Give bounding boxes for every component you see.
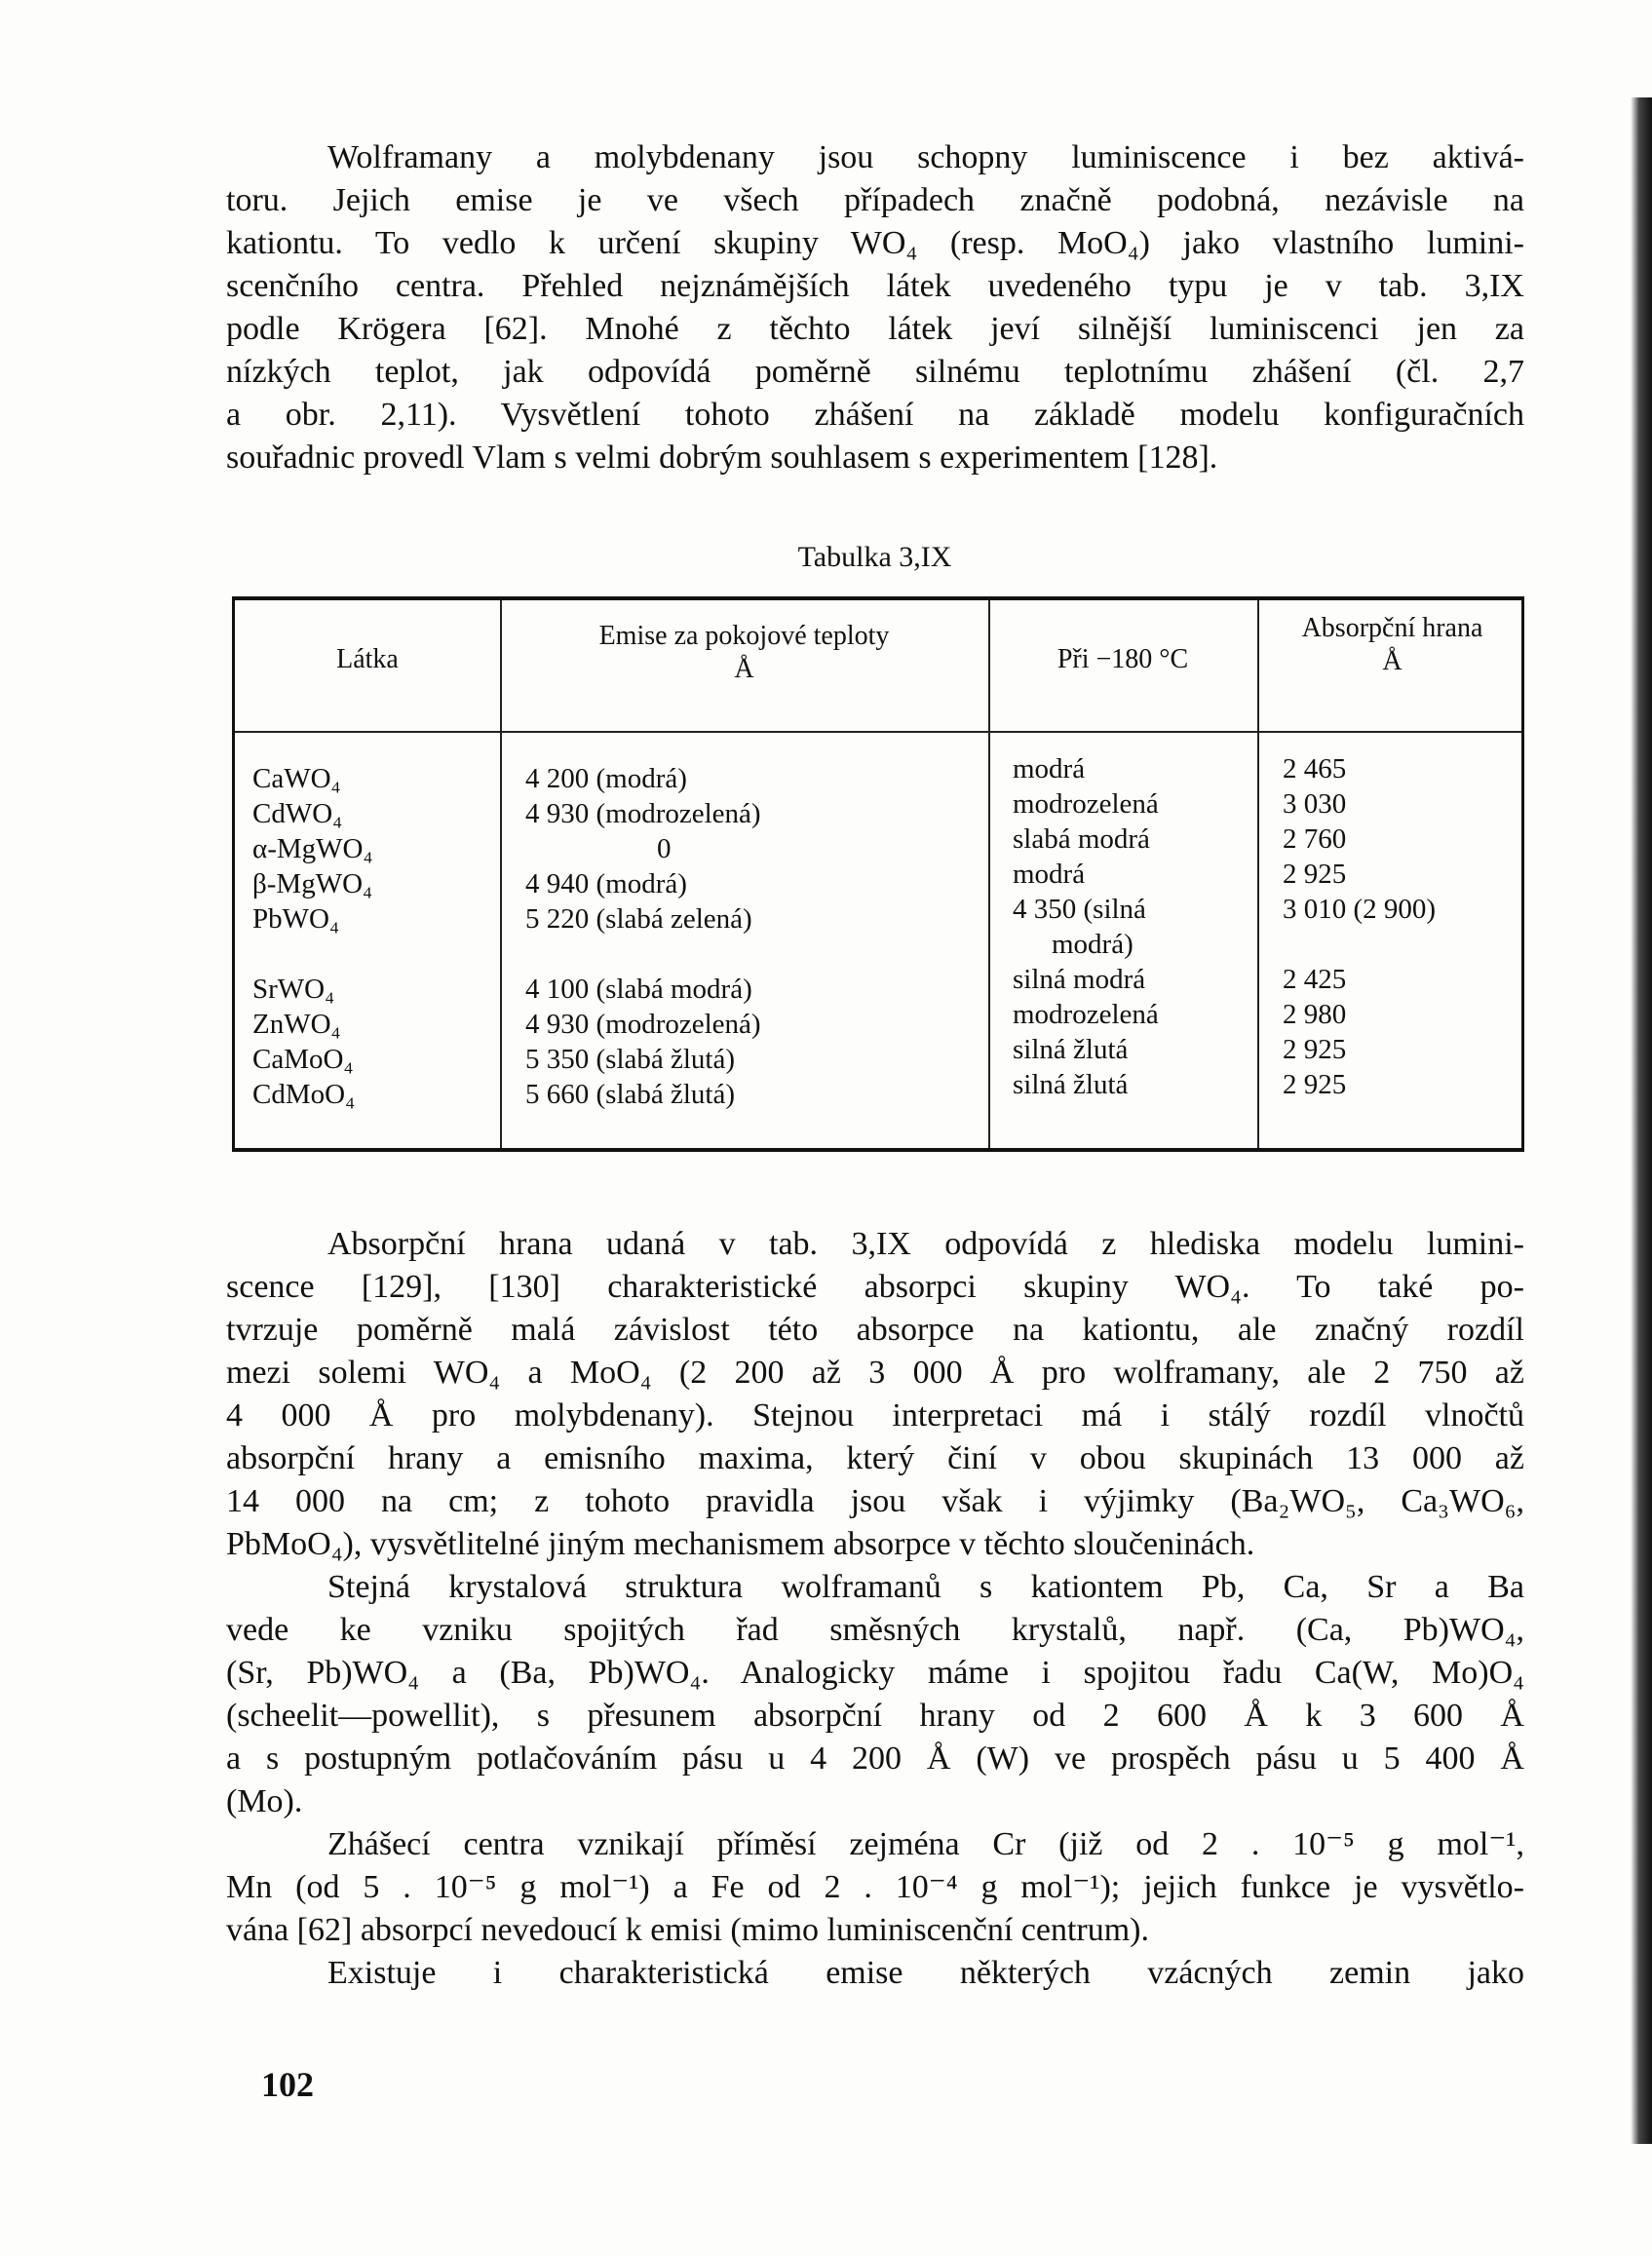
column-divider	[988, 600, 990, 1148]
text-line: scence [129], [130] charakteristické absorpci skupiny WO₄. To také po-	[226, 1269, 1524, 1305]
text-line: a s postupným potlačováním pásu u 4 200 Å (W) ve prospěch pásu u 5 400 Å	[226, 1740, 1524, 1777]
text-line: Stejná krystalová struktura wolframanů s kationtem Pb, Ca, Sr a Ba	[327, 1569, 1524, 1605]
paragraph-4	[226, 1823, 1524, 1952]
column-absorption	[1283, 751, 1436, 1102]
table-cell: 4 930 (modrozelená)	[525, 1009, 761, 1040]
table-cell: α-MgWO₄	[252, 833, 373, 864]
table-cell: 0	[657, 833, 672, 864]
table-cell: 2 760	[1283, 823, 1347, 855]
text-line: Zhášecí centra vznikají příměsí zejména Cr (již od 2 . 10⁻⁵ g mol⁻¹,	[327, 1826, 1524, 1862]
header-substance: Látka	[336, 644, 399, 674]
paragraph-3	[226, 1566, 1524, 1823]
table-cell: 3 010 (2 900)	[1283, 894, 1437, 925]
text-line: 14 000 na cm; z tohoto pravidla jsou však i výjimky (Ba₂WO₅, Ca₃WO₆,	[226, 1483, 1524, 1519]
table-cell: 4 940 (modrá)	[525, 868, 687, 899]
table-cell: modrá	[1013, 859, 1086, 890]
table-cell: modrá	[1013, 753, 1086, 784]
text-line: (Mo).	[226, 1783, 303, 1819]
text-line: 4 000 Å pro molybdenany). Stejnou interpretaci má i stálý rozdíl vlnočtů	[226, 1397, 1524, 1434]
column-emission-room	[525, 761, 761, 1112]
table-cell: silná modrá	[1013, 964, 1146, 995]
table-cell: modrozelená	[1013, 788, 1159, 820]
text-line: tvrzuje poměrně malá závislost této absorpce na kationtu, ale značný rozdíl	[226, 1312, 1524, 1348]
column-substance	[252, 761, 373, 1112]
table-cell: 5 350 (slabá žlutá)	[525, 1044, 736, 1075]
text-line: Mn (od 5 . 10⁻⁵ g mol⁻¹) a Fe od 2 . 10⁻⁴ g mol⁻¹); jejich funkce je vysvětlo-	[226, 1869, 1524, 1905]
table-cell: silná žlutá	[1013, 1034, 1129, 1065]
text-line: nízkých teplot, jak odpovídá poměrně silnému teplotnímu zhášení (čl. 2,7	[226, 354, 1524, 390]
header-emission-room-unit: Å	[734, 654, 754, 684]
text-line: (Sr, Pb)WO₄ a (Ba, Pb)WO₄. Analogicky máme i spojitou řadu Ca(W, Mo)O₄	[226, 1655, 1524, 1691]
header-emission-room	[500, 620, 988, 686]
table-cell	[252, 937, 373, 972]
table-caption: Tabulka 3,IX	[797, 541, 952, 573]
header-minus180: Při −180 °C	[1057, 644, 1189, 674]
table-cell: 2 425	[1283, 964, 1347, 995]
table-cell: β-MgWO₄	[252, 868, 373, 899]
table-cell: 4 350 (silná	[1013, 894, 1146, 925]
table-cell: CaWO₄	[252, 763, 341, 794]
table-cell: modrá)	[1052, 929, 1133, 960]
text-line: mezi solemi WO₄ a MoO₄ (2 200 až 3 000 Å pro wolframany, ale 2 750 až	[226, 1355, 1524, 1391]
table-cell: CdWO₄	[252, 798, 343, 829]
page-number: 102	[261, 2065, 314, 2104]
text-line: Wolframany a molybdenany jsou schopny luminiscence i bez aktivá-	[327, 139, 1524, 175]
header-absorption	[1257, 612, 1527, 678]
table-cell: 2 925	[1283, 1034, 1347, 1065]
table-cell: 2 925	[1283, 1069, 1347, 1100]
table-cell: SrWO₄	[252, 974, 335, 1005]
luminescence-table	[232, 596, 1524, 1152]
column-minus180	[1013, 751, 1159, 1102]
column-divider	[1257, 600, 1259, 1148]
table-cell: CaMoO₄	[252, 1044, 354, 1075]
text-line: PbMoO₄), vysvětlitelné jiným mechanismem absorpce v těchto sloučeninách.	[226, 1526, 1255, 1562]
table-cell: 2 465	[1283, 753, 1347, 784]
paragraph-2	[226, 1223, 1524, 1566]
table-cell	[1283, 927, 1436, 962]
paragraph-5	[226, 1952, 1524, 1995]
table-cell: 4 200 (modrá)	[525, 763, 687, 794]
table-cell: CdMoO₄	[252, 1079, 356, 1110]
text-line: vede ke vzniku spojitých řad směsných krystalů, např. (Ca, Pb)WO₄,	[226, 1612, 1524, 1648]
table-cell: 3 030	[1283, 788, 1347, 820]
header-divider	[235, 731, 1521, 733]
table-cell: 2 980	[1283, 999, 1347, 1030]
table-cell: modrozelená	[1013, 999, 1159, 1030]
table-cell: 2 925	[1283, 859, 1347, 890]
text-line: Existuje i charakteristická emise některých vzácných zemin jako	[327, 1955, 1524, 1991]
table-cell: 4 930 (modrozelená)	[525, 798, 761, 829]
text-line: vána [62] absorpcí nevedoucí k emisi (mimo luminiscenční centrum).	[226, 1912, 1150, 1948]
text-line: podle Krögera [62]. Mnohé z těchto látek jeví silnější luminiscenci jen za	[226, 311, 1524, 347]
text-line: toru. Jejich emise je ve všech případech značně podobná, nezávisle na	[226, 182, 1524, 218]
table-cell: 4 100 (slabá modrá)	[525, 974, 752, 1005]
text-line: (scheelit—powellit), s přesunem absorpční hrany od 2 600 Å k 3 600 Å	[226, 1698, 1524, 1734]
table-cell: PbWO₄	[252, 903, 340, 935]
paragraph-1	[226, 136, 1524, 479]
header-absorption-label: Absorpční hrana	[1301, 613, 1483, 643]
table-cell: 5 660 (slabá žlutá)	[525, 1079, 736, 1110]
table-cell: slabá modrá	[1013, 823, 1150, 855]
text-line: kationtu. To vedlo k určení skupiny WO₄ (resp. MoO₄) jako vlastního lumini-	[226, 225, 1524, 261]
text-line: Absorpční hrana udaná v tab. 3,IX odpovídá z hlediska modelu lumini-	[327, 1226, 1524, 1262]
text-line: souřadnic provedl Vlam s velmi dobrým souhlasem s experimentem [128].	[226, 440, 1218, 476]
header-emission-room-label: Emise za pokojové teploty	[598, 621, 890, 651]
table-cell: 5 220 (slabá zelená)	[525, 903, 752, 935]
table-cell	[525, 937, 761, 972]
header-absorption-unit: Å	[1382, 646, 1402, 676]
text-line: a obr. 2,11). Vysvětlení tohoto zhášení na základě modelu konfiguračních	[226, 397, 1524, 433]
table-cell: ZnWO₄	[252, 1009, 341, 1040]
table-cell: silná žlutá	[1013, 1069, 1129, 1100]
page-edge-shadow	[1631, 97, 1652, 2144]
text-line: absorpční hrany a emisního maxima, který činí v obou skupinách 13 000 až	[226, 1440, 1524, 1476]
text-line: scenčního centra. Přehled nejznámějších látek uvedeného typu je v tab. 3,IX	[226, 268, 1524, 304]
